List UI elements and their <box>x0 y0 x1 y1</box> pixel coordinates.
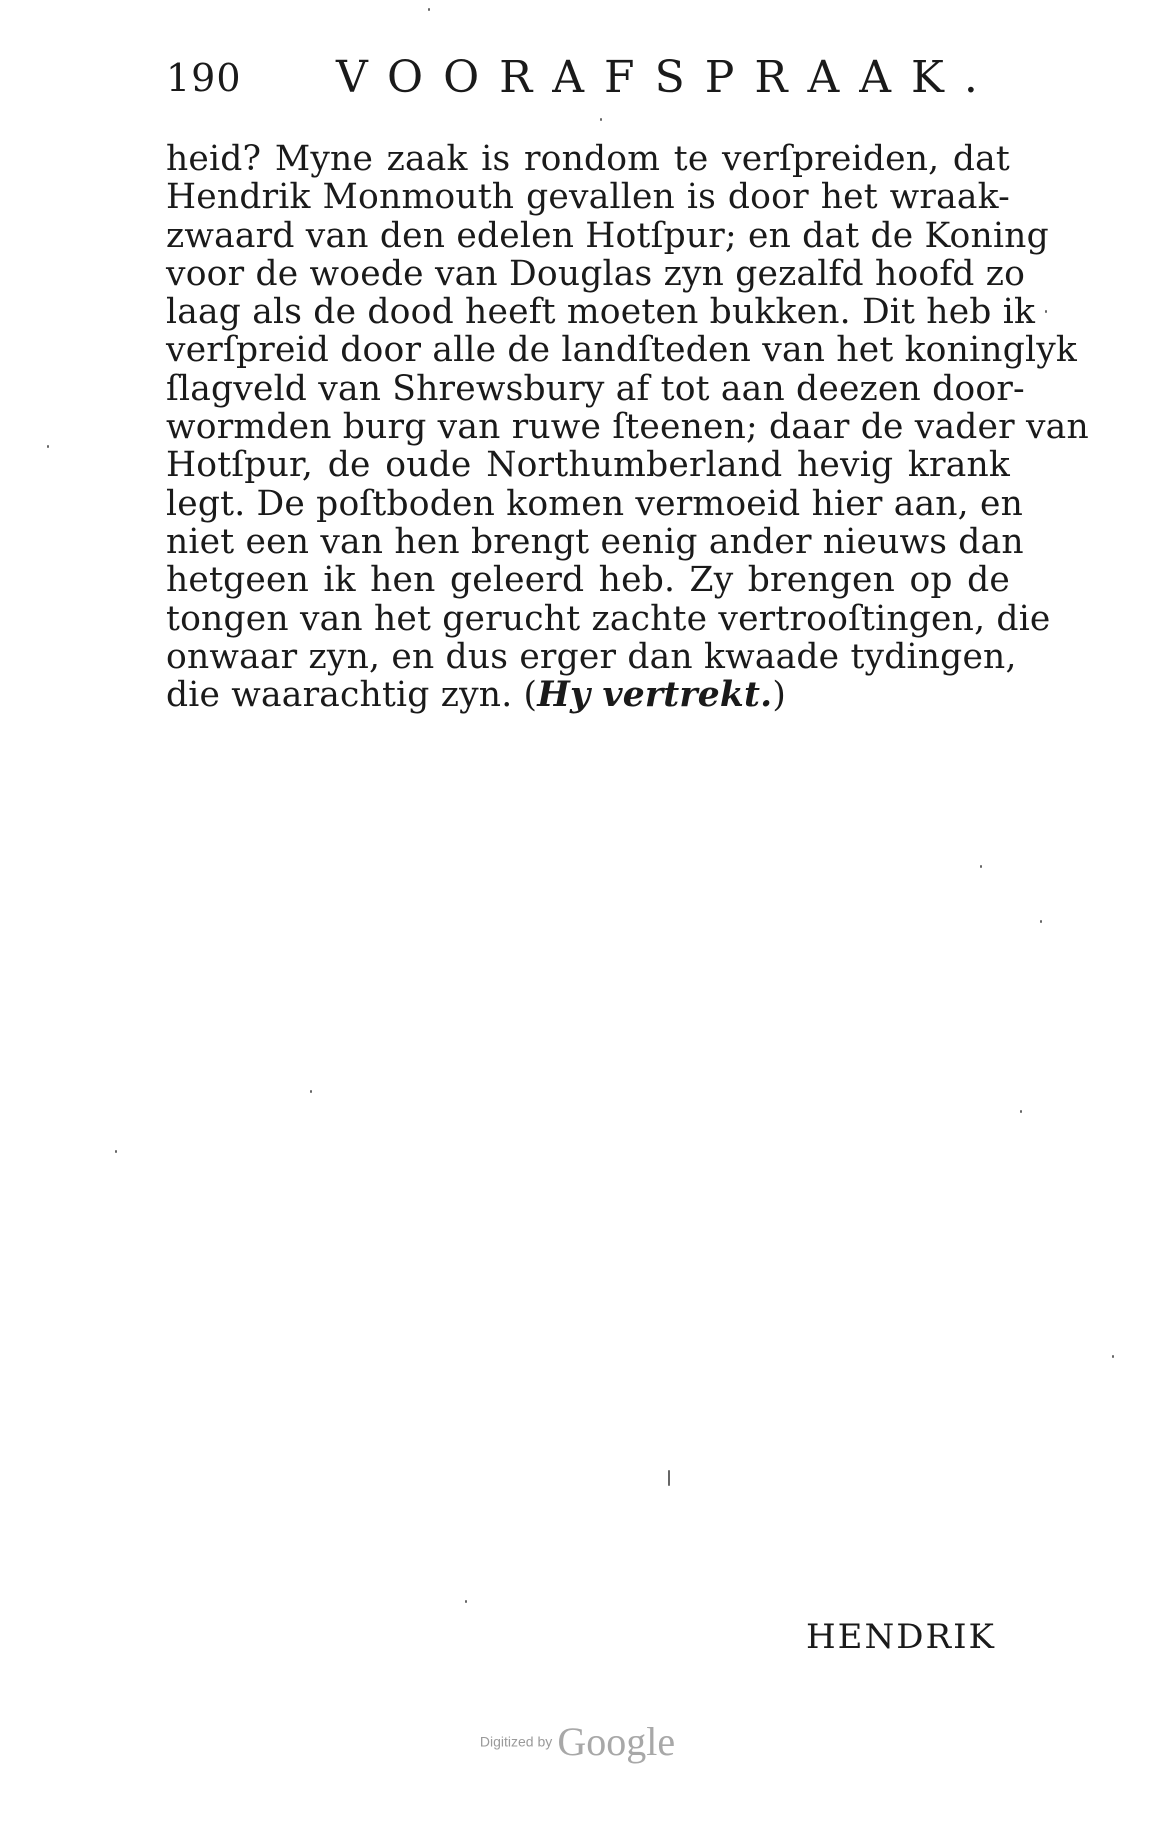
text-line: voor de woede van Douglas zyn gezalfd hoofd zo <box>166 253 1026 294</box>
text-line: heid? Myne zaak is rondom te verſpreiden, dat <box>166 139 1010 179</box>
text-line-final <box>166 676 1010 714</box>
scan-speck <box>600 118 602 121</box>
text-line: laag als de dood heeft moeten bukken. Dit heb ik <box>166 292 1036 333</box>
text-line: tongen van het gerucht zachte vertrooſtingen, die <box>166 598 1051 639</box>
scan-speck <box>1045 310 1047 313</box>
scan-speck <box>465 1600 467 1603</box>
running-title: VOORAFSPRAAK. <box>336 52 998 103</box>
scan-speck <box>1112 1355 1114 1358</box>
stage-direction: Hy vertrekt. <box>537 675 773 716</box>
google-logo: Google <box>557 1719 676 1764</box>
text-line: wormden burg van ruwe ſteenen; daar de vader van <box>166 407 1089 448</box>
scan-speck <box>47 445 49 448</box>
text-line: verſpreid door alle de landſteden van het koninglyk <box>166 330 1078 371</box>
final-line-text: die waarachtig zyn. ( <box>166 675 538 716</box>
text-line: niet een van hen brengt eenig ander nieuws dan <box>166 521 1024 562</box>
digitized-footer <box>0 1718 1155 1765</box>
text-line: ſlagveld van Shrewsbury af tot aan deezen door- <box>166 368 1025 409</box>
text-line: zwaard van den edelen Hotſpur; en dat de Koning <box>166 215 1049 256</box>
body-text <box>166 139 1089 716</box>
final-line-close: ) <box>772 675 787 716</box>
text-line: legt. De poſtboden komen vermoeid hier aan, en <box>166 483 1024 524</box>
page-number: 190 <box>166 56 242 100</box>
text-line: Hendrik Monmouth gevallen is door het wraak- <box>166 177 1010 218</box>
scan-speck <box>980 865 982 868</box>
digitized-label: Digitized by <box>479 1733 553 1750</box>
text-line: onwaar zyn, en dus erger dan kwaade tydingen, <box>166 636 1017 677</box>
scan-speck <box>310 1090 312 1093</box>
scan-speck <box>115 1150 117 1153</box>
page-header <box>166 52 1006 102</box>
catchword: HENDRIK <box>806 1617 996 1657</box>
scan-speck <box>428 8 430 11</box>
scan-speck <box>1040 920 1042 923</box>
scan-speck <box>1020 1110 1022 1113</box>
scan-speck <box>668 1470 670 1486</box>
text-line: Hotſpur, de oude Northumberland hevig krank <box>166 445 1010 486</box>
text-line: hetgeen ik hen geleerd heb. Zy brengen op de <box>166 560 1010 601</box>
